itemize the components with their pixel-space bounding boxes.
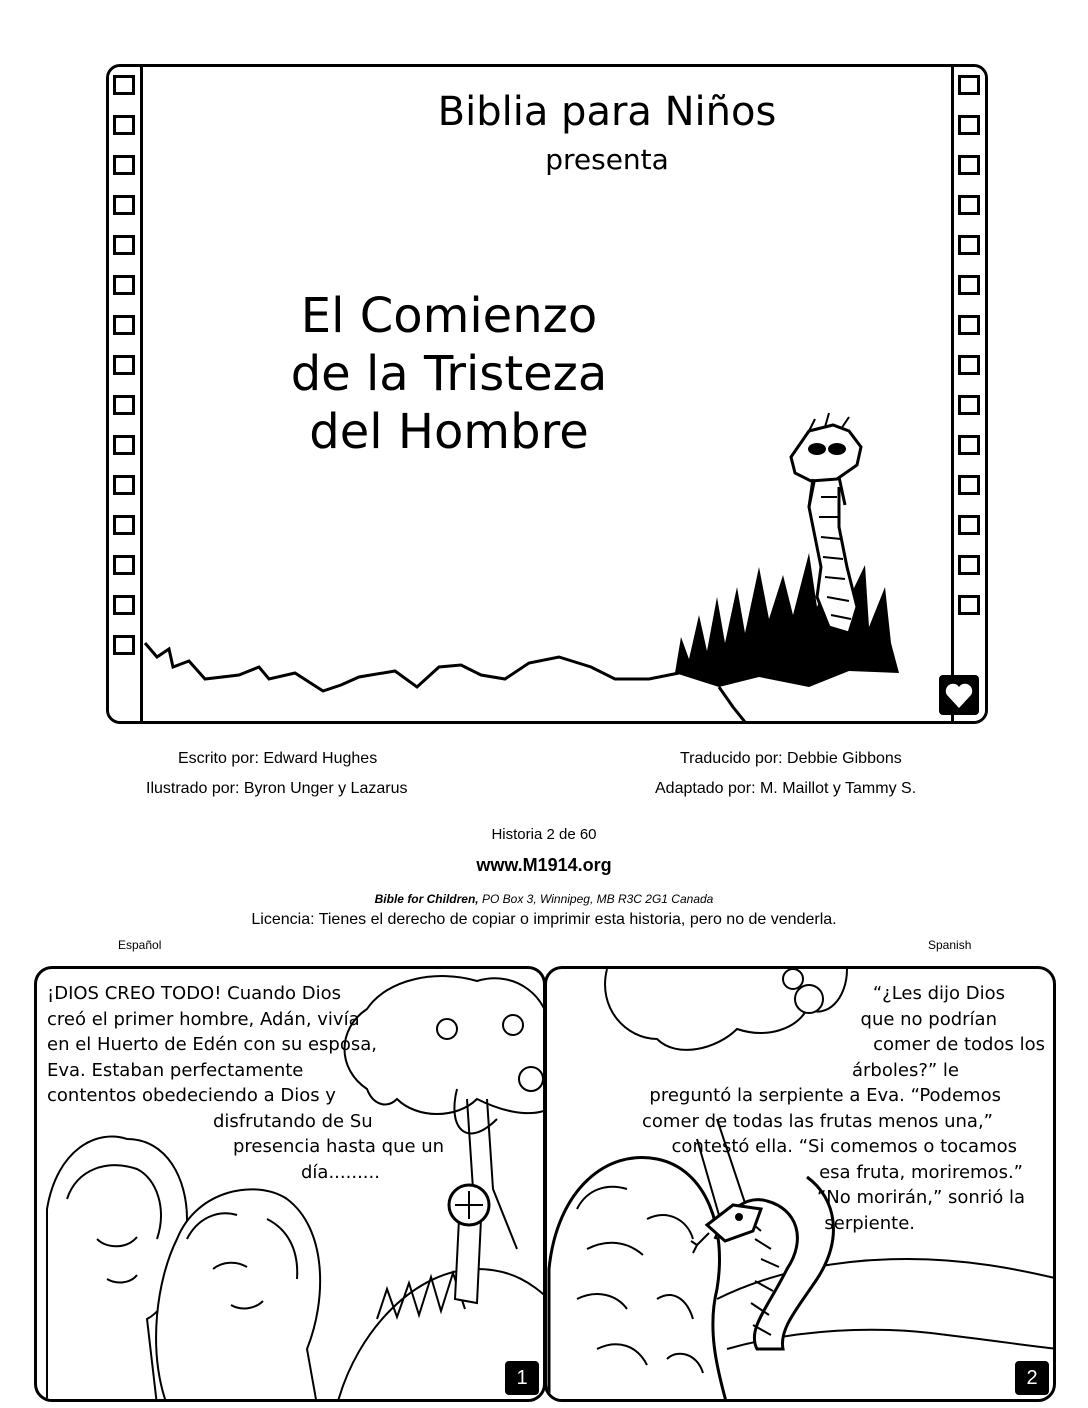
text-line: en el Huerto de Edén con su esposa, xyxy=(47,1034,378,1055)
address-line xyxy=(0,892,1088,906)
title-line: de la Tristeza xyxy=(290,346,608,402)
text-line: esa fruta, moriremos.” xyxy=(819,1161,1023,1183)
illustrated-by: Ilustrado por: Byron Unger y Lazarus xyxy=(146,780,408,797)
text-line: creó el primer hombre, Adán, vivía xyxy=(47,1008,360,1030)
story-number: Historia 2 de 60 xyxy=(491,826,597,843)
text-line: contestó ella. “Si comemos o tocamos xyxy=(671,1136,1017,1157)
text-line: “No morirán,” sonrió la xyxy=(816,1187,1025,1208)
cover-frame xyxy=(106,64,988,724)
translated-by: Traducido por: Debbie Gibbons xyxy=(680,750,902,767)
title-line: del Hombre xyxy=(309,404,589,460)
text-line: que no podrían xyxy=(860,1008,997,1030)
story-panel-1 xyxy=(34,966,546,1402)
language-english: Spanish xyxy=(928,938,972,952)
website-link[interactable]: www.M1914.org xyxy=(476,855,612,875)
org-name: Biblia para Niños xyxy=(437,89,777,135)
text-line: disfrutando de Su xyxy=(213,1110,373,1132)
text-line: árboles?” le xyxy=(852,1059,959,1081)
text-line: serpiente. xyxy=(824,1212,915,1234)
panel-1-text xyxy=(47,981,444,1185)
text-line: contentos obedeciendo a Dios y xyxy=(47,1085,336,1106)
cover-illustration xyxy=(109,67,988,724)
text-line: comer de todas las frutas menos una,” xyxy=(642,1110,993,1132)
presents-label: presenta xyxy=(545,143,669,176)
story-panel-2 xyxy=(544,966,1056,1402)
panel-2-text xyxy=(625,981,1045,1236)
license-text: Licencia: Tienes el derecho de copiar o imprimir esta historia, pero no de venderla. xyxy=(251,911,837,928)
panel-number: 2 xyxy=(1015,1361,1049,1395)
text-line: comer de todos los xyxy=(873,1034,1045,1055)
adapted-by: Adaptado por: M. Maillot y Tammy S. xyxy=(655,780,917,797)
text-line: preguntó la serpiente a Eva. “Podemos xyxy=(649,1085,1001,1106)
text-line: Eva. Estaban perfectamente xyxy=(47,1059,304,1081)
written-by: Escrito por: Edward Hughes xyxy=(178,750,378,767)
text-line: día......... xyxy=(301,1161,380,1183)
address: PO Box 3, Winnipeg, MB R3C 2G1 Canada xyxy=(482,892,714,906)
text-line: “¿Les dijo Dios xyxy=(872,983,1005,1004)
text-line: ¡DIOS CREO TODO! Cuando Dios xyxy=(47,983,341,1004)
panel-number: 1 xyxy=(505,1361,539,1395)
language-native: Español xyxy=(118,938,162,952)
text-line: presencia hasta que un xyxy=(233,1136,445,1157)
title-line: El Comienzo xyxy=(300,288,598,344)
address-org: Bible for Children, xyxy=(374,892,479,906)
